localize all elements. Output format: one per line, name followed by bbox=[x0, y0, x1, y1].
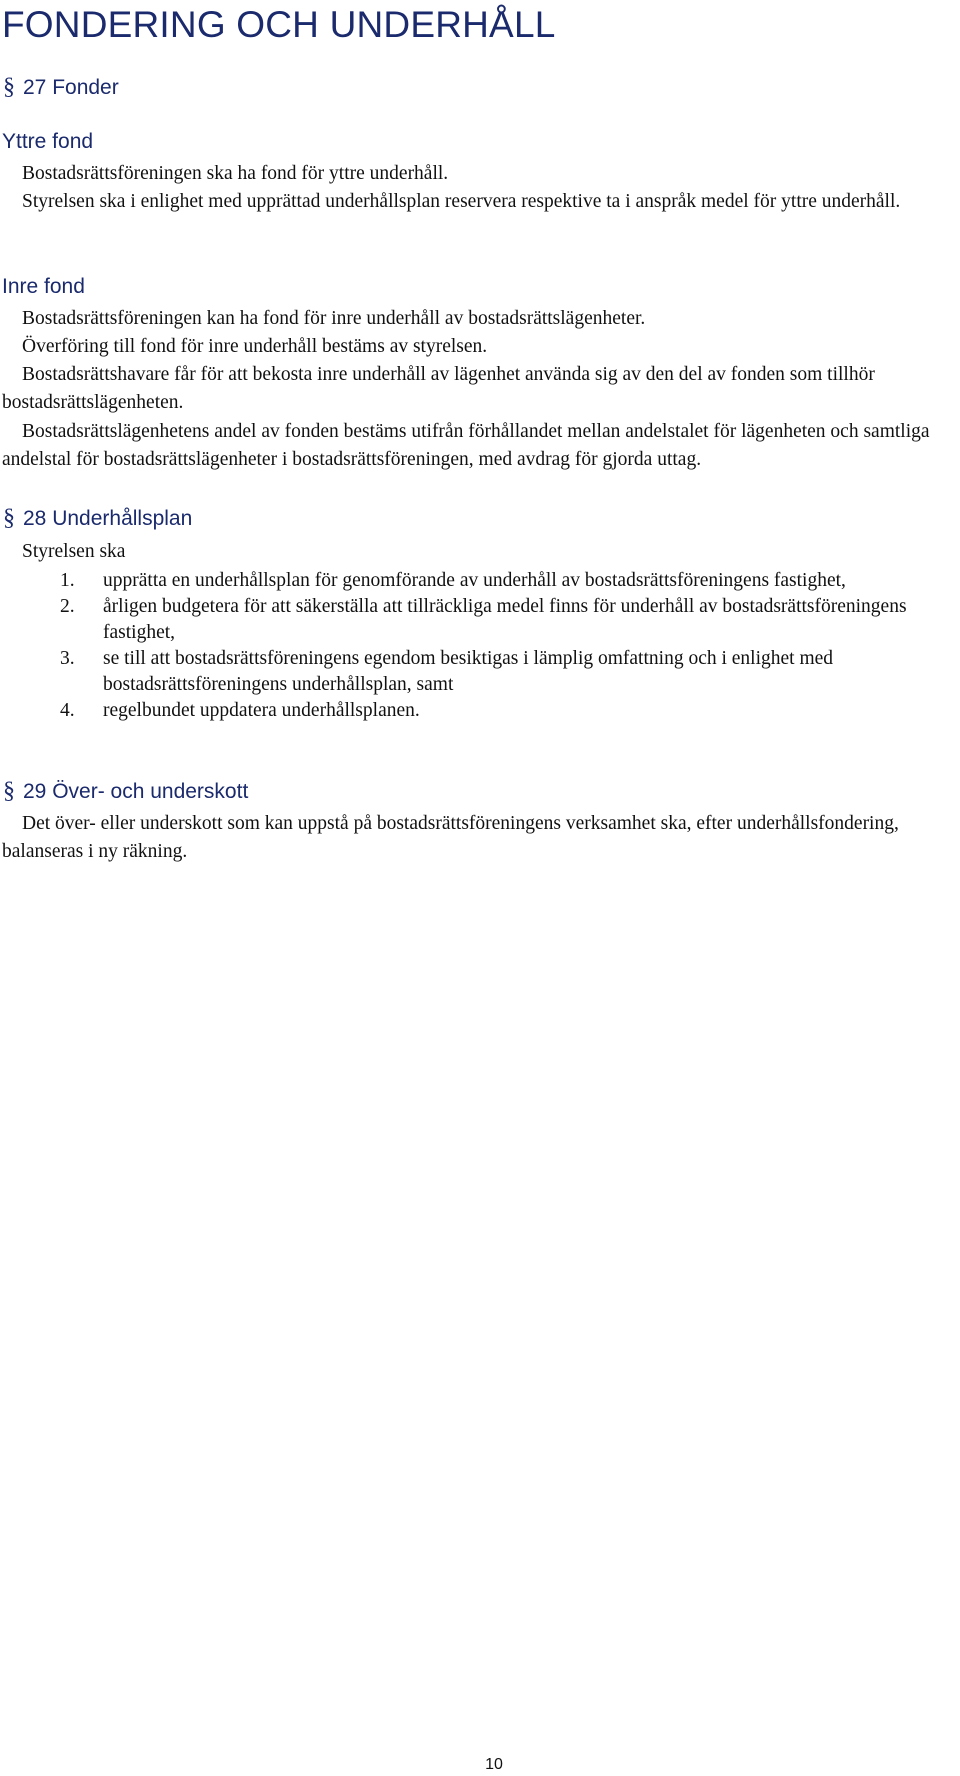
inre-fond-text-3: Bostadsrättshavare får för att bekosta inre underhåll av lägenhet använda sig av den del av fonden som tillhör bostadsrättslägenheten. bbox=[2, 364, 875, 413]
underhallsplan-intro: Styrelsen ska bbox=[22, 541, 126, 562]
section-27-title: 27 Fonder bbox=[23, 76, 119, 99]
yttre-fond-text-2: Styrelsen ska i enlighet med upprättad underhållsplan reservera respektive ta i anspråk medel för yttre underhåll. bbox=[22, 191, 901, 212]
section-28-heading bbox=[3, 504, 192, 533]
inre-fond-text-4: Bostadsrättslägenhetens andel av fonden bestäms utifrån förhållandet mellan andelstalet för lägenheten och samtliga andelstal för bostadsrättslägenheter i bostadsrättsföreningen, med avdrag för gjorda uttag. bbox=[2, 421, 930, 470]
section-29-title: 29 Över- och underskott bbox=[23, 780, 249, 803]
list-item: 4. regelbundet uppdatera underhållsplanen. bbox=[60, 700, 420, 721]
inre-fond-text-2: Överföring till fond för inre underhåll bestäms av styrelsen. bbox=[22, 336, 488, 357]
list-item: 3. se till att bostadsrättsföreningens egendom besiktigas i lämplig omfattning och i enlighet med bostadsrättsföreningens underhållsplan, samt bbox=[60, 648, 834, 695]
paragraph-sign: § bbox=[3, 505, 15, 531]
inre-fond-heading: Inre fond bbox=[2, 275, 85, 298]
inre-fond-text-1: Bostadsrättsföreningen kan ha fond för inre underhåll av bostadsrättslägenheter. bbox=[22, 308, 646, 329]
yttre-fond-heading: Yttre fond bbox=[2, 130, 94, 153]
section-27-heading bbox=[3, 73, 119, 102]
section-28-title: 28 Underhållsplan bbox=[23, 507, 193, 530]
yttre-fond-text-1: Bostadsrättsföreningen ska ha fond för yttre underhåll. bbox=[22, 163, 449, 184]
page-number: 10 bbox=[485, 1756, 503, 1773]
paragraph-sign: § bbox=[3, 778, 15, 804]
section-29-heading bbox=[3, 777, 248, 806]
over-underskott-text: Det över- eller underskott som kan uppstå på bostadsrättsföreningens verksamhet ska, efter underhållsfondering, balanseras i ny räkning. bbox=[2, 813, 899, 862]
list-item: 2. årligen budgetera för att säkerställa att tillräckliga medel finns för underhåll av bostadsrättsföreningens fastighet, bbox=[60, 596, 907, 643]
underhallsplan-list bbox=[0, 568, 955, 724]
page-title: FONDERING OCH UNDERHÅLL bbox=[2, 4, 556, 45]
paragraph-sign: § bbox=[3, 74, 15, 100]
list-item: 1. upprätta en underhållsplan för genomförande av underhåll av bostadsrättsföreningens fastighet, bbox=[60, 570, 846, 591]
